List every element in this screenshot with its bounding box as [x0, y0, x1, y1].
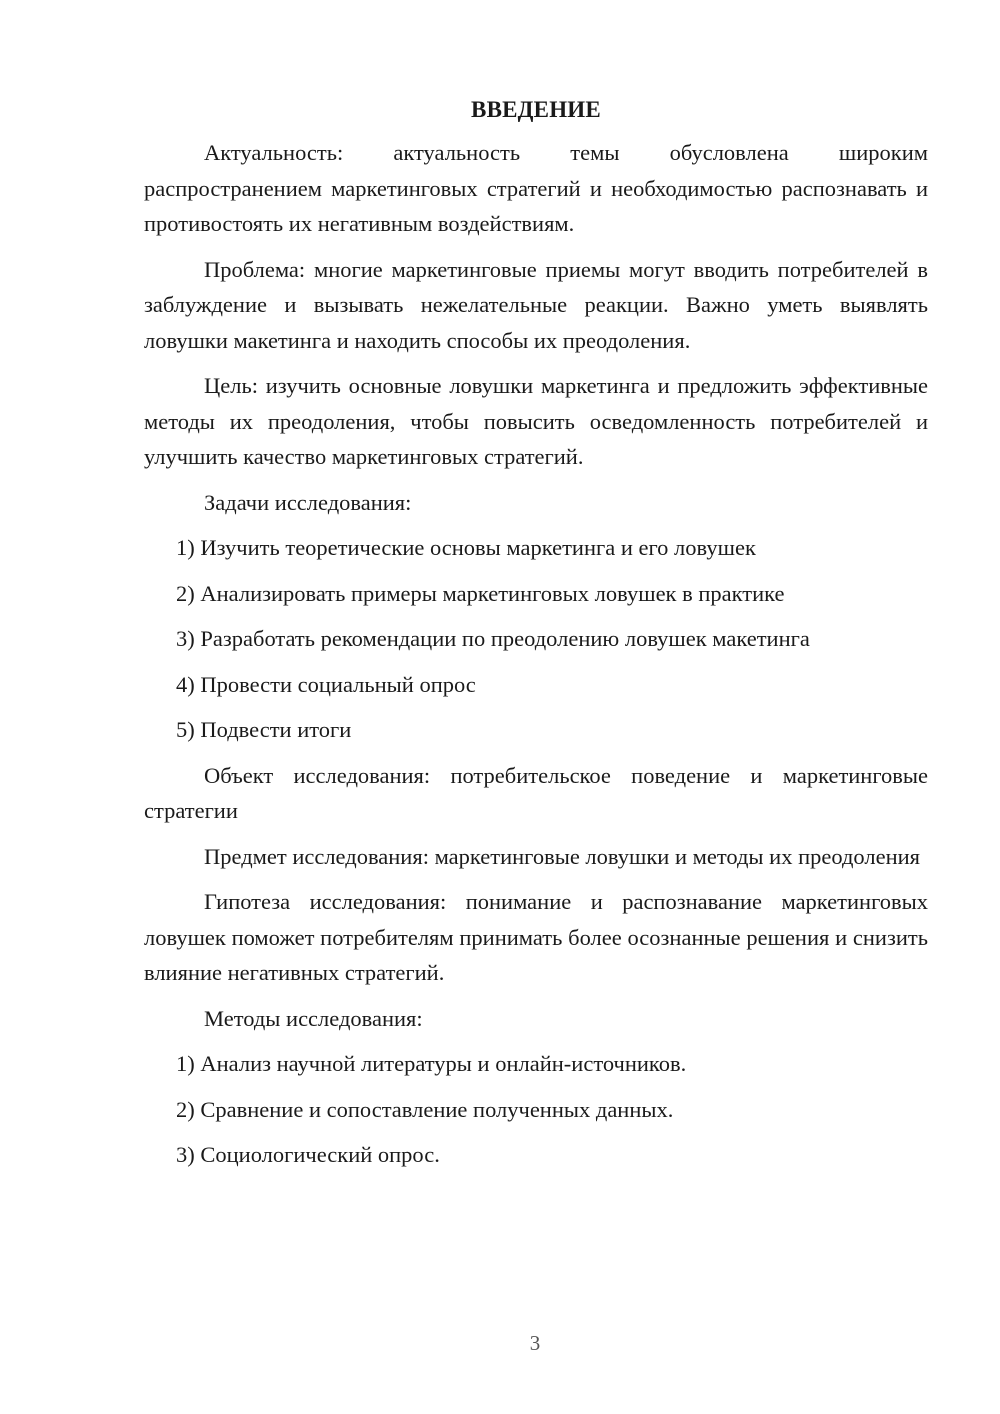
task-item: 2) Анализировать примеры маркетинговых ловушек в практике: [176, 580, 785, 606]
section-title: ВВЕДЕНИЕ: [471, 97, 601, 122]
hypothesis-paragraph: Гипотеза исследования: понимание и распознавание маркетинговых ловушек поможет потребителям принимать более осознанные решения и снизить влияние негативных стратегий.: [144, 889, 928, 985]
task-item: 4) Провести социальный опрос: [176, 671, 476, 697]
tasks-heading: Задачи исследования:: [204, 489, 412, 515]
method-item: 1) Анализ научной литературы и онлайн-источников.: [176, 1051, 687, 1076]
document-page: [144, 92, 928, 1173]
subject-paragraph: Предмет исследования: маркетинговые ловушки и методы их преодоления: [204, 843, 921, 869]
task-item: 3) Разработать рекомендации по преодолению ловушек макетинга: [176, 626, 810, 651]
relevance-paragraph: Актуальность: актуальность темы обусловлена широким распространением маркетинговых стратегий и необходимостью распознавать и противостоять их негативным воздействиям.: [144, 140, 928, 236]
page-number: 3: [529, 1331, 541, 1355]
object-paragraph: Объект исследования: потребительское поведение и маркетинговые стратегии: [144, 762, 928, 823]
methods-heading: Методы исследования:: [204, 1005, 423, 1031]
method-item: 3) Социологический опрос.: [176, 1142, 440, 1167]
method-item: 2) Сравнение и сопоставление полученных данных.: [176, 1096, 674, 1122]
goal-paragraph: Цель: изучить основные ловушки маркетинга и предложить эффективные методы их преодоления, чтобы повысить осведомленность потребителей и улучшить качество маркетинговых стратегий.: [144, 373, 928, 469]
problem-paragraph: Проблема: многие маркетинговые приемы могут вводить потребителей в заблуждение и вызывать нежелательные реакции. Важно уметь выявлять ловушки макетинга и находить способы их преодоления.: [144, 256, 928, 353]
task-item: 1) Изучить теоретические основы маркетинга и его ловушек: [176, 535, 756, 560]
task-item: 5) Подвести итоги: [176, 717, 352, 742]
